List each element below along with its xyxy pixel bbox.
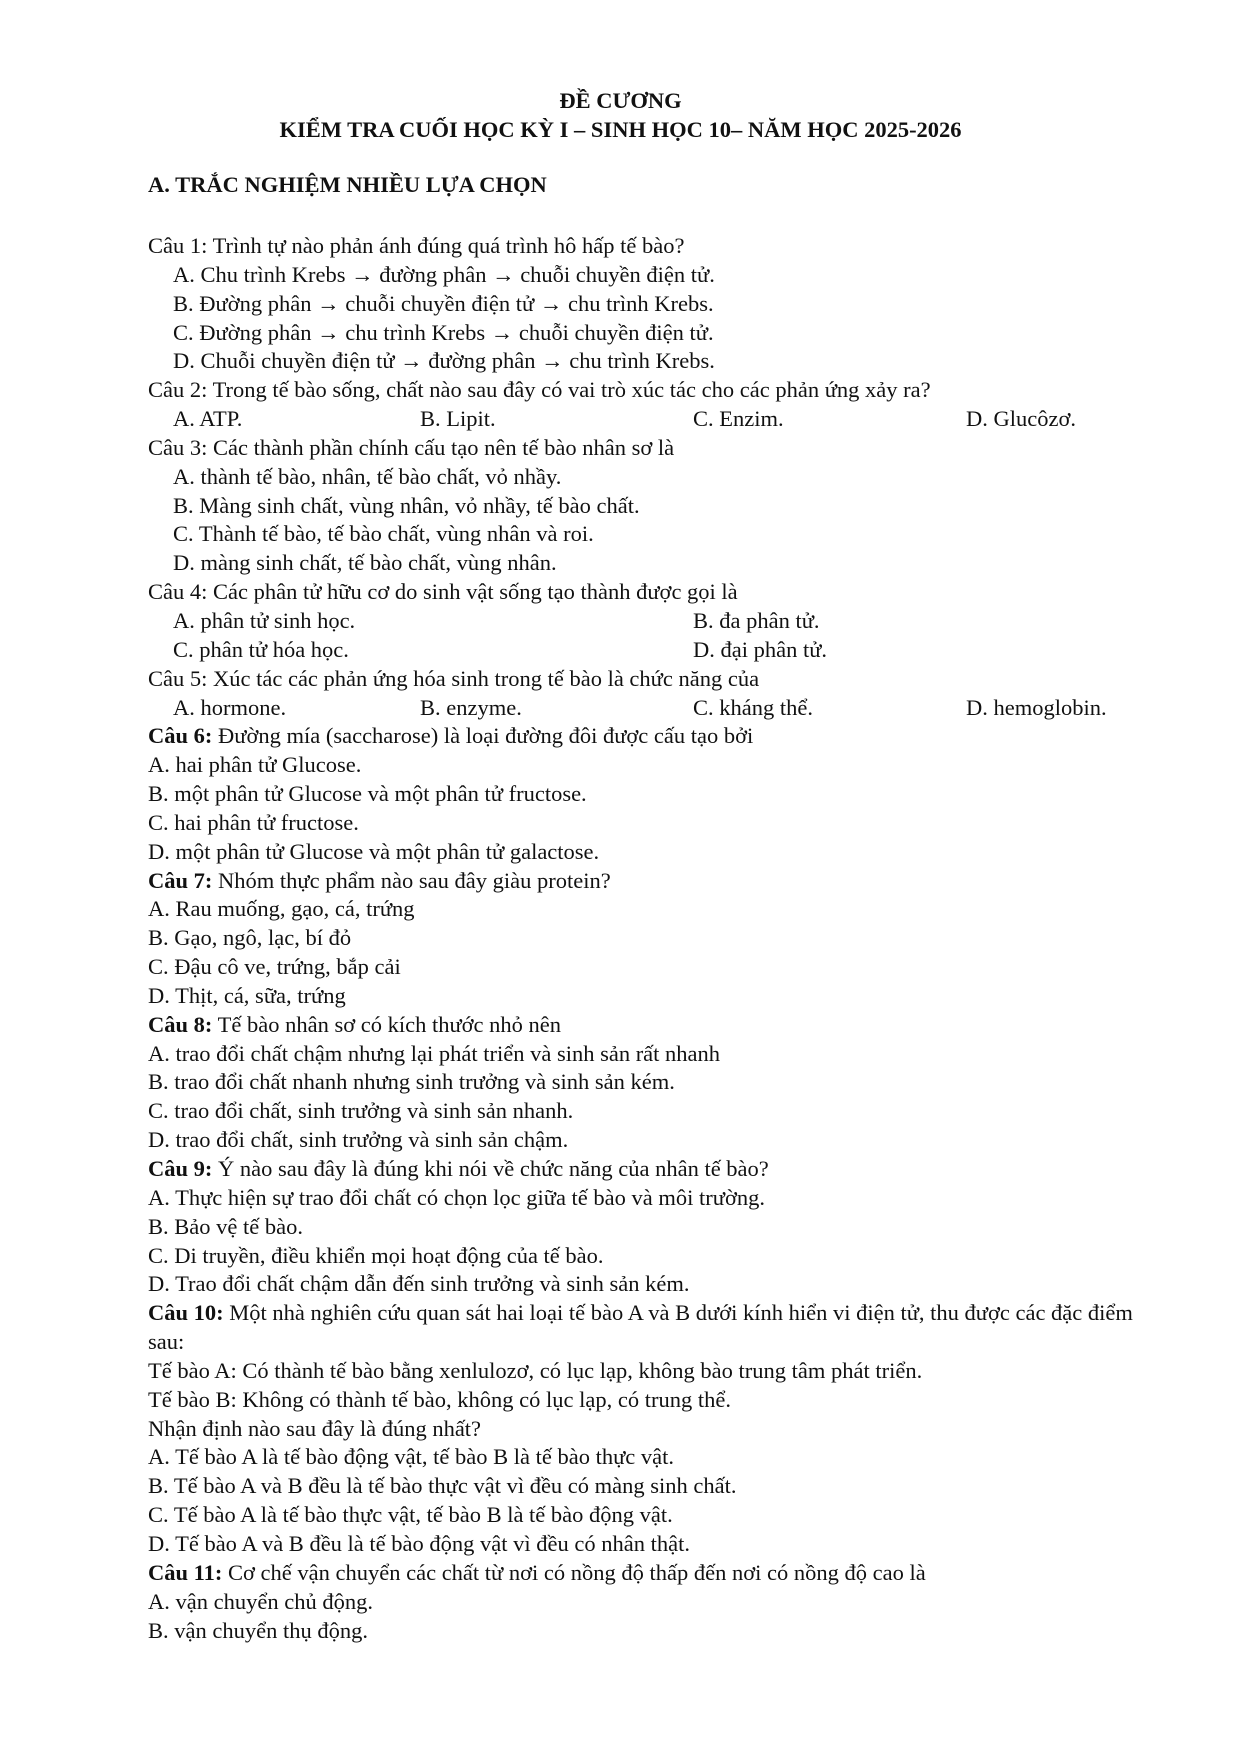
answer-option: A. Rau muống, gạo, cá, trứng xyxy=(148,896,415,922)
question-text: Các phân tử hữu cơ do sinh vật sống tạo thành được gọi là xyxy=(207,579,738,605)
question-label: Câu 10: xyxy=(148,1300,224,1326)
question-stem xyxy=(148,376,1168,405)
question-text: Trong tế bào sống, chất nào sau đây có vai trò xúc tác cho các phản ứng xảy ra? xyxy=(207,377,931,403)
answer-option: C. Đậu cô ve, trứng, bắp cải xyxy=(148,954,401,980)
document-subtitle: KIỂM TRA CUỐI HỌC KỲ I – SINH HỌC 10– NĂM HỌC 2025-2026 xyxy=(279,117,962,142)
answer-option: B. Đường phân → chuỗi chuyền điện tử → chu trình Krebs. xyxy=(173,290,714,316)
question-stem xyxy=(148,1299,1168,1357)
answer-option: A. vận chuyển chủ động. xyxy=(148,1588,373,1614)
answer-option: C. phân tử hóa học. xyxy=(173,636,349,662)
question-label: Câu 2: xyxy=(148,377,208,403)
question-text: Tế bào nhân sơ có kích thước nhỏ nên xyxy=(212,1011,562,1037)
answer-option: D. Trao đổi chất chậm dẫn đến sinh trưởng và sinh sản kém. xyxy=(148,1271,690,1297)
answer-option: D. màng sinh chất, tế bào chất, vùng nhân. xyxy=(173,550,557,576)
question-stem xyxy=(148,1011,1168,1040)
answer-option: D. Glucôzơ. xyxy=(966,406,1076,432)
question-label: Câu 8: xyxy=(148,1011,213,1037)
question-detail: Tế bào B: Không có thành tế bào, không có lục lạp, có trung thể. xyxy=(148,1386,731,1412)
question-stem xyxy=(148,434,1168,463)
answer-option: D. Tế bào A và B đều là tế bào động vật vì đều có nhân thật. xyxy=(148,1530,690,1556)
answer-option: B. vận chuyển thụ động. xyxy=(148,1617,368,1643)
question-label: Câu 4: xyxy=(148,579,208,605)
answer-option: A. Chu trình Krebs → đường phân → chuỗi chuyền điện tử. xyxy=(173,261,715,287)
answer-row xyxy=(148,694,1168,723)
question-label: Câu 11: xyxy=(148,1559,223,1585)
question-label: Câu 7: xyxy=(148,867,213,893)
answer-option: B. Tế bào A và B đều là tế bào thực vật vì đều có màng sinh chất. xyxy=(148,1473,737,1499)
question-label: Câu 9: xyxy=(148,1156,213,1181)
answer-option: C. hai phân tử fructose. xyxy=(148,809,359,835)
answer-option: B. Lipit. xyxy=(420,406,496,432)
answer-option: A. trao đổi chất chậm nhưng lại phát triển và sinh sản rất nhanh xyxy=(148,1040,721,1066)
question-detail: Nhận định nào sau đây là đúng nhất? xyxy=(148,1415,482,1441)
question-list xyxy=(148,232,1168,1645)
answer-option: A. ATP. xyxy=(173,406,243,432)
question-text: Các thành phần chính cấu tạo nên tế bào nhân sơ là xyxy=(207,434,675,460)
question-label: Câu 3: xyxy=(148,434,208,460)
answer-option: D. một phân tử Glucose và một phân tử galactose. xyxy=(148,838,600,864)
answer-option: A. Tế bào A là tế bào động vật, tế bào B là tế bào thực vật. xyxy=(148,1444,675,1470)
question-text: Cơ chế vận chuyển các chất từ nơi có nồng độ thấp đến nơi có nồng độ cao là xyxy=(222,1559,926,1585)
answer-option: C. Thành tế bào, tế bào chất, vùng nhân và roi. xyxy=(173,521,594,547)
answer-option: C. kháng thể. xyxy=(693,694,813,720)
section-heading: A. TRẮC NGHIỆM NHIỀU LỰA CHỌN xyxy=(148,172,547,197)
answer-option: C. Đường phân → chu trình Krebs → chuỗi chuyền điện tử. xyxy=(173,319,714,345)
answer-option: C. Tế bào A là tế bào thực vật, tế bào B là tế bào động vật. xyxy=(148,1502,673,1528)
question-text: Trình tự nào phản ánh đúng quá trình hô hấp tế bào? xyxy=(207,233,685,258)
question-stem xyxy=(148,867,1168,896)
question-label: Câu 1: xyxy=(148,233,208,258)
answer-option: B. một phân tử Glucose và một phân tử fructose. xyxy=(148,781,587,807)
answer-row xyxy=(148,405,1168,434)
answer-option: A. thành tế bào, nhân, tế bào chất, vỏ nhầy. xyxy=(173,463,562,489)
answer-option: B. Bảo vệ tế bào. xyxy=(148,1213,303,1239)
answer-option: A. hai phân tử Glucose. xyxy=(148,752,362,778)
answer-option: D. hemoglobin. xyxy=(966,694,1107,720)
question-label: Câu 6: xyxy=(148,723,213,749)
answer-option: C. Enzim. xyxy=(693,406,784,432)
answer-option: C. trao đổi chất, sinh trưởng và sinh sản nhanh. xyxy=(148,1098,574,1124)
question-text: Đường mía (saccharose) là loại đường đôi được cấu tạo bởi xyxy=(212,723,754,749)
answer-option: B. enzyme. xyxy=(420,694,522,720)
answer-option: D. trao đổi chất, sinh trưởng và sinh sản chậm. xyxy=(148,1127,569,1153)
question-stem xyxy=(148,722,1168,751)
answer-option: D. đại phân tử. xyxy=(693,636,828,662)
answer-option: D. Chuỗi chuyền điện tử → đường phân → chu trình Krebs. xyxy=(173,348,715,374)
answer-option: B. Gạo, ngô, lạc, bí đỏ xyxy=(148,925,352,951)
question-text: Xúc tác các phản ứng hóa sinh trong tế bào là chức năng của xyxy=(207,665,760,691)
answer-option: A. Thực hiện sự trao đổi chất có chọn lọc giữa tế bào và môi trường. xyxy=(148,1184,765,1210)
question-stem xyxy=(148,578,1168,607)
document-title: ĐỀ CƯƠNG xyxy=(559,88,682,113)
question-text: Một nhà nghiên cứu quan sát hai loại tế bào A và B dưới kính hiển vi điện tử, thu được các đặc điểm sau: xyxy=(148,1300,1133,1355)
answer-row xyxy=(148,607,1168,636)
answer-row xyxy=(148,636,1168,665)
question-text: Nhóm thực phẩm nào sau đây giàu protein? xyxy=(212,867,611,893)
answer-option: A. phân tử sinh học. xyxy=(173,607,356,633)
question-detail: Tế bào A: Có thành tế bào bằng xenlulozơ, có lục lạp, không bào trung tâm phát triển. xyxy=(148,1357,923,1383)
answer-option: B. trao đổi chất nhanh nhưng sinh trưởng và sinh sản kém. xyxy=(148,1069,675,1095)
question-label: Câu 5: xyxy=(148,665,208,691)
answer-option: D. Thịt, cá, sữa, trứng xyxy=(148,982,346,1008)
question-stem xyxy=(148,665,1168,694)
question-stem xyxy=(148,232,1168,261)
question-stem xyxy=(148,1559,1168,1588)
answer-option: B. đa phân tử. xyxy=(693,607,820,633)
answer-option: C. Di truyền, điều khiển mọi hoạt động của tế bào. xyxy=(148,1242,604,1268)
answer-option: B. Màng sinh chất, vùng nhân, vỏ nhầy, tế bào chất. xyxy=(173,492,640,518)
answer-option: A. hormone. xyxy=(173,694,287,720)
question-text: Ý nào sau đây là đúng khi nói về chức năng của nhân tế bào? xyxy=(212,1156,769,1181)
question-stem xyxy=(148,1155,1168,1184)
